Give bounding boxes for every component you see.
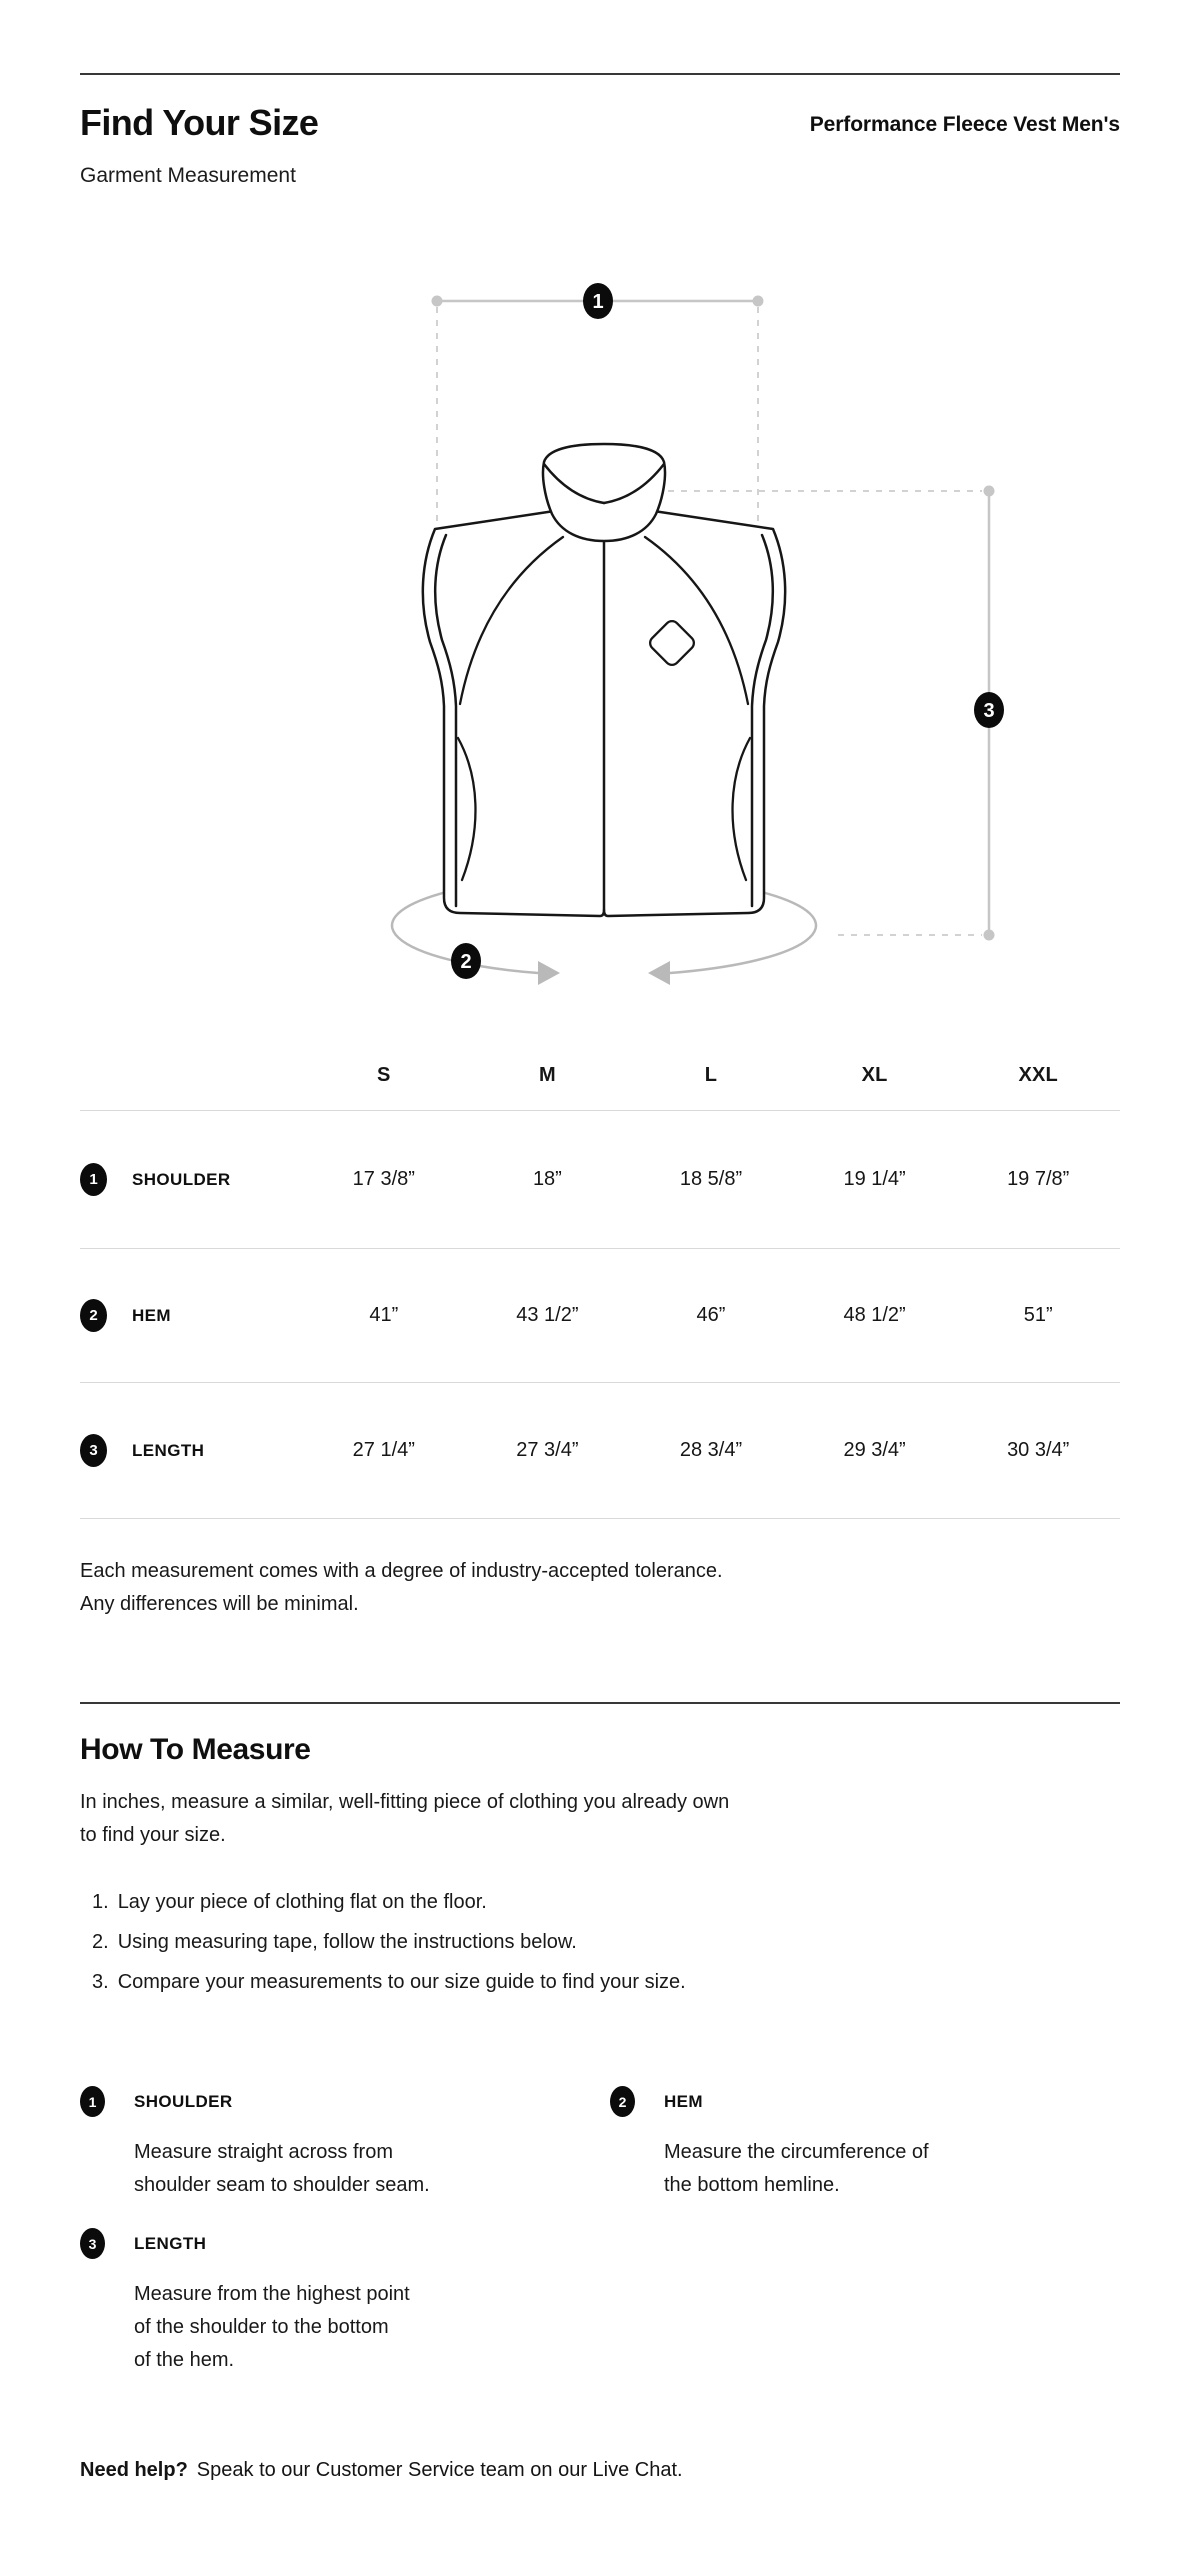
- page-subtitle: Garment Measurement: [80, 164, 296, 187]
- cell-hem-l: 46”: [696, 1304, 726, 1326]
- table-row-shoulder: [80, 1111, 1120, 1249]
- cell-hem-xl: 48 1/2”: [843, 1304, 906, 1326]
- cell-shoulder-xl: 19 1/4”: [843, 1168, 906, 1190]
- svg-text:2: 2: [460, 951, 472, 973]
- marker-3-icon: [974, 692, 1004, 728]
- col-header-l: L: [704, 1063, 718, 1086]
- marker-1-icon: 1: [80, 1163, 107, 1196]
- page-title: Find Your Size: [80, 102, 319, 143]
- row-label-hem: HEM: [132, 1305, 171, 1325]
- row-label-length: LENGTH: [132, 1440, 205, 1460]
- tolerance-note: Each measurement comes with a degree of industry-accepted tolerance. Any differences will be minimal.: [80, 1560, 723, 1615]
- how-to-measure-heading: How To Measure: [80, 1733, 311, 1766]
- marker-2-icon: [451, 943, 481, 979]
- definition-label-hem: HEM: [664, 2091, 703, 2111]
- product-name: Performance Fleece Vest Men's: [809, 113, 1120, 136]
- table-row-hem: [80, 1249, 1120, 1383]
- definition-hem: 2 HEM Measure the circumference of the bottom hemline.: [610, 2086, 1120, 2202]
- cell-length-xl: 29 3/4”: [843, 1439, 906, 1461]
- step-3: 3. Compare your measurements to our size guide to find your size.: [92, 1971, 686, 1993]
- col-header-s: S: [377, 1063, 391, 1086]
- marker-3-icon: 3: [80, 1434, 107, 1467]
- size-table: [80, 1040, 1120, 1519]
- need-help-label: Need help?: [80, 2459, 188, 2481]
- cell-shoulder-s: 17 3/8”: [352, 1168, 415, 1190]
- col-header-xl: XL: [861, 1063, 888, 1086]
- svg-text:3: 3: [983, 700, 995, 722]
- marker-2-icon: 2: [610, 2086, 635, 2117]
- marker-2-icon: 2: [80, 1299, 107, 1332]
- cell-shoulder-xxl: 19 7/8”: [1007, 1168, 1070, 1190]
- table-row-length: [80, 1383, 1120, 1519]
- header: [80, 101, 1120, 145]
- step-1: 1. Lay your piece of clothing flat on the floor.: [92, 1891, 487, 1913]
- cell-shoulder-m: 18”: [532, 1168, 562, 1190]
- cell-length-xxl: 30 3/4”: [1007, 1439, 1070, 1461]
- cell-length-s: 27 1/4”: [352, 1439, 415, 1461]
- col-header-xxl: XXL: [1018, 1063, 1058, 1086]
- cell-length-l: 28 3/4”: [679, 1439, 743, 1461]
- definition-label-shoulder: SHOULDER: [134, 2091, 233, 2111]
- section-divider: [80, 1702, 1120, 1704]
- cell-length-m: 27 3/4”: [516, 1439, 579, 1461]
- vest-outline-icon: [423, 444, 785, 916]
- vest-measurement-diagram: [360, 270, 1040, 1000]
- measurement-definitions: [80, 2086, 1120, 2377]
- how-to-measure-intro: In inches, measure a similar, well-fitting piece of clothing you already own to find your size.: [80, 1791, 730, 1846]
- marker-1-icon: 1: [80, 2086, 105, 2117]
- definition-label-length: LENGTH: [134, 2233, 207, 2253]
- svg-text:1: 1: [592, 291, 604, 313]
- col-header-m: M: [538, 1063, 556, 1086]
- cell-hem-s: 41”: [369, 1304, 399, 1326]
- cell-hem-m: 43 1/2”: [516, 1304, 579, 1326]
- size-table-header: [80, 1040, 1120, 1111]
- need-help-note: [80, 2459, 683, 2482]
- cell-shoulder-l: 18 5/8”: [679, 1168, 743, 1190]
- cell-hem-xxl: 51”: [1023, 1304, 1053, 1326]
- need-help-text: Speak to our Customer Service team on our Live Chat.: [196, 2459, 683, 2481]
- definition-shoulder: 1 SHOULDER Measure straight across from shoulder seam to shoulder seam.: [80, 2086, 610, 2202]
- marker-3-icon: 3: [80, 2228, 105, 2259]
- step-2: 2. Using measuring tape, follow the instructions below.: [92, 1931, 577, 1953]
- row-label-shoulder: SHOULDER: [132, 1169, 231, 1189]
- marker-1-icon: [583, 283, 613, 319]
- definition-length: 3 LENGTH Measure from the highest point of the shoulder to the bottom of the hem.: [80, 2228, 610, 2377]
- top-divider: [80, 73, 1120, 75]
- how-to-measure-steps: [92, 1890, 686, 2010]
